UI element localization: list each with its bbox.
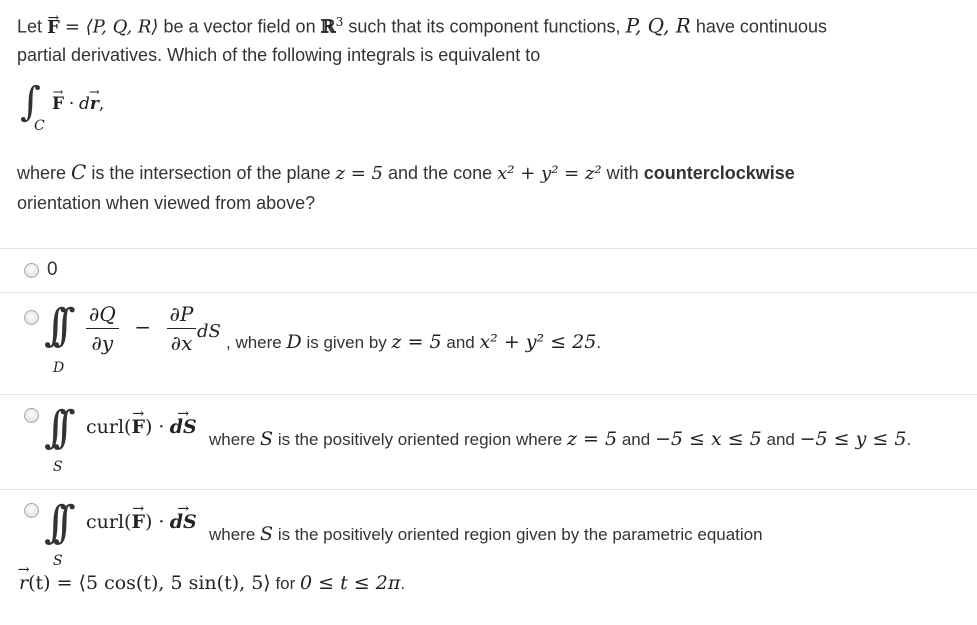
t-and1: and [621,430,651,449]
t-and2: and [766,430,795,449]
curl-open: curl( [86,511,132,533]
stem-where-line-1 [17,161,795,185]
radio-button-c[interactable] [24,408,39,423]
option-d-text [209,523,763,545]
frac-numerator: ∂Q [86,302,119,329]
double-integral-icon: ∫∫ [44,402,62,453]
t-eq2: x² + y² ≤ 25 [479,331,597,353]
stem-vector-F: → F [47,17,60,39]
integral-sign-icon: ∫ [20,79,41,125]
curl-F: → F [131,511,145,533]
stem-PQR: P, Q, R [625,13,691,38]
stem-where-line-2: orientation when viewed from above? [17,193,316,213]
where-is: is the intersection of the plane [91,163,331,183]
where-cone-eq: x² + y² = z² [497,163,602,184]
t-eq3: −5 ≤ y ≤ 5 [799,428,907,450]
stem-R-exp: 3 [335,15,344,29]
t-and: and [446,333,475,352]
option-d-subscript: S [53,553,63,569]
stem-triple: = ⟨P, Q, R⟩ [64,16,159,38]
divider [0,489,977,490]
curl-F: → F [131,416,145,438]
t-is: is the positively oriented region given by the parametric equation [277,525,763,544]
divider [0,394,977,395]
option-c-subscript: S [53,459,63,475]
where-counterclockwise: counterclockwise [643,163,795,183]
stem-line-1 [17,11,827,39]
t-is: is given by [306,333,387,352]
stem-be: be a vector field on [163,16,316,37]
param-eq: (t) = ⟨5 cos(t), 5 sin(t), 5⟩ [28,572,271,594]
option-c-text [209,428,911,450]
stem-have: have continuous [695,16,827,37]
curl-open: curl( [86,416,132,438]
double-integral-icon: ∫∫ [44,300,62,351]
where-with: with [606,163,639,183]
t-D: D [286,331,302,353]
option-d-param-line [19,572,405,594]
curl-close: ) · [144,416,165,438]
where-and: and the cone [388,163,493,183]
radio-button-b[interactable] [24,310,39,325]
t-S: S [260,428,274,450]
t-where: , where [226,333,282,352]
frac-dQ-dy [86,302,119,355]
stem-R: ℝ [320,16,336,38]
t-range: 0 ≤ t ≤ 2π [300,572,401,594]
t-eq1: z = 5 [566,428,618,450]
option-a-text: 0 [47,259,58,280]
frac-numerator: ∂P [167,302,197,329]
frac-denominator: ∂x [170,331,193,355]
t-where: where [209,525,256,544]
minus-sign: − [134,314,152,339]
stem-line-2: partial derivatives. Which of the following integrals is equivalent to [17,45,541,65]
integral-dr: d→ r [79,94,99,114]
divider [0,248,977,249]
integral-vector-F: → F [52,94,64,114]
t-S: S [260,523,274,545]
t-end: . [596,333,602,352]
option-c-expr [86,416,197,439]
stem-let: Let [17,16,43,37]
option-b-dS: dS [197,321,221,342]
divider [0,292,977,293]
integral-body [52,94,104,114]
option-b-fractions [86,302,196,355]
where-plane-eq: z = 5 [335,163,384,184]
curl-close: ) · [144,511,165,533]
t-is: is the positively oriented region where [277,430,563,449]
option-d-expr [86,511,197,534]
option-b-subscript: D [53,360,65,376]
frac-denominator: ∂y [91,331,114,355]
t-eq2: −5 ≤ x ≤ 5 [654,428,762,450]
double-integral-icon: ∫∫ [44,497,62,548]
frac-dP-dx [167,302,197,355]
t-for: for [275,574,296,593]
option-b-text [226,331,601,353]
curl-dS: → dS [170,416,197,438]
t-end: . [906,430,912,449]
radio-button-d[interactable] [24,503,39,518]
where-C: C [71,160,87,184]
curl-dS: → dS [170,511,197,533]
stem-rest: such that its component functions, [348,16,621,37]
integral-comma: , [98,94,105,114]
t-end: . [400,574,406,593]
param-r: → r [19,572,28,594]
radio-button-a[interactable] [24,263,39,278]
integral-subscript-C: C [34,118,45,134]
integral-dot: · [68,94,75,114]
t-where: where [209,430,256,449]
t-eq1: z = 5 [391,331,442,353]
where-word: where [17,163,67,183]
